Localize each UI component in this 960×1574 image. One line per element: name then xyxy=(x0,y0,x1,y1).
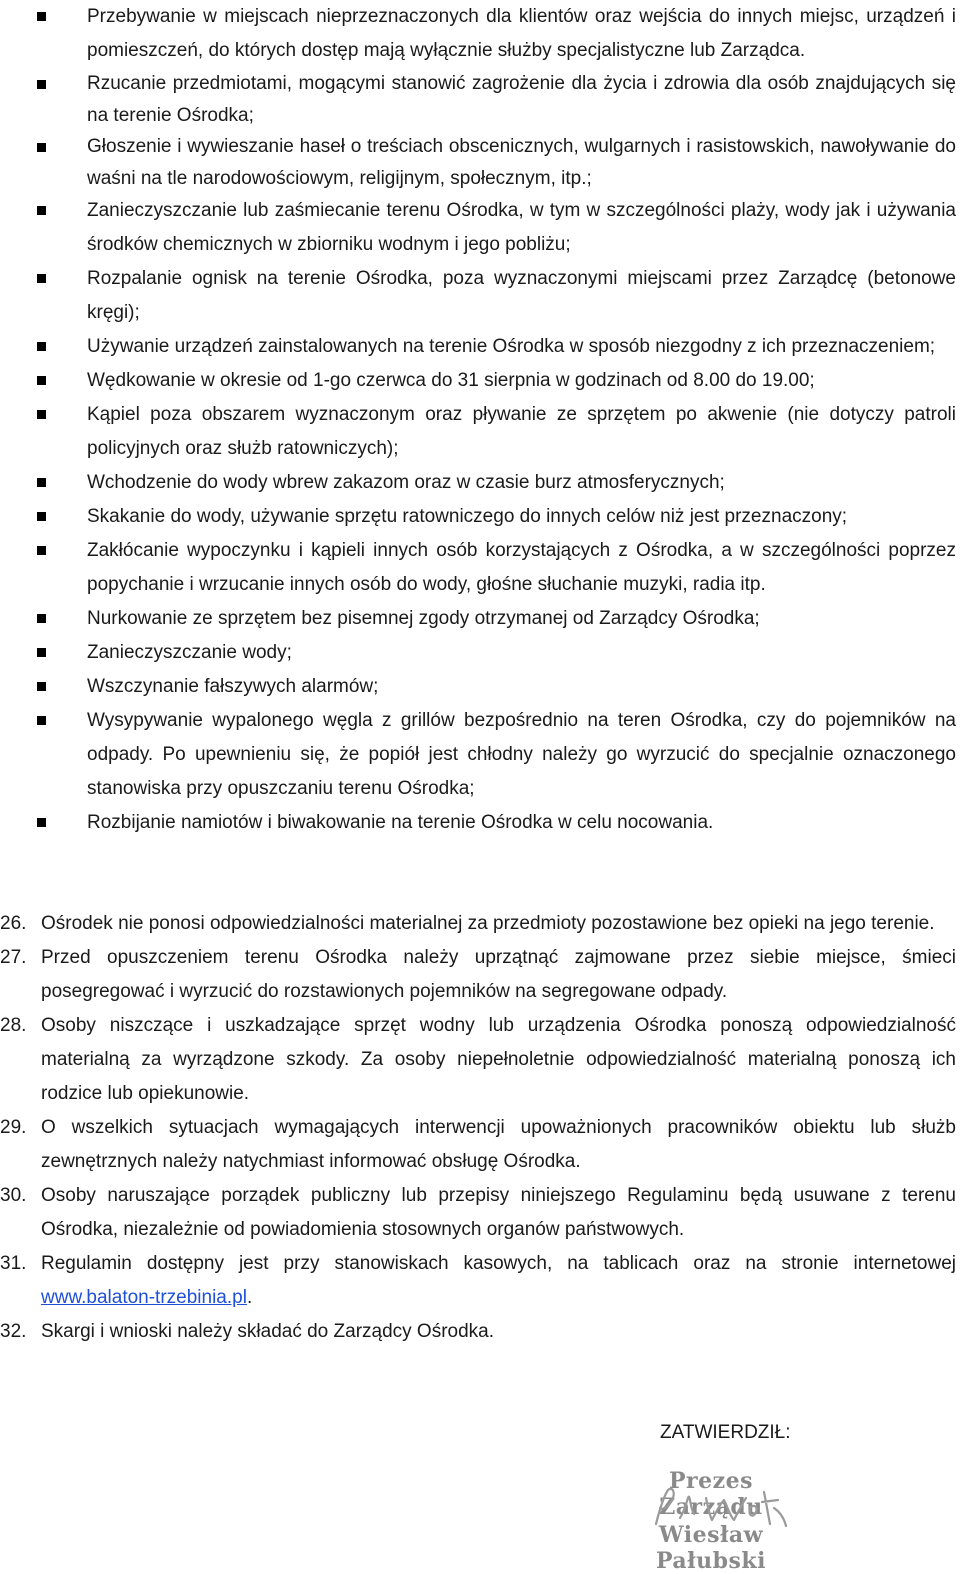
list-item-text: Nurkowanie ze sprzętem bez pisemnej zgody otrzymanej od Zarządcy Ośrodka; xyxy=(87,608,760,629)
regulations-numbered-list xyxy=(0,907,960,1349)
list-item xyxy=(0,0,960,68)
square-bullet-icon xyxy=(37,376,46,385)
official-stamp xyxy=(616,1468,806,1574)
list-item-text: Zanieczyszczanie wody; xyxy=(87,642,292,663)
list-item-text: Zanieczyszczanie lub zaśmiecanie terenu Ośrodka, w tym w szczególności plaży, wody jak i używania środków chemicznych w zbiorniku wodnym i jego pobliżu; xyxy=(87,200,956,255)
list-item xyxy=(0,806,960,840)
list-item-text: Używanie urządzeń zainstalowanych na terenie Ośrodka w sposób niezgodny z ich przeznaczeniem; xyxy=(87,336,936,357)
list-item xyxy=(0,466,960,500)
item-number: 28. xyxy=(0,1015,27,1036)
list-item-text: Rozbijanie namiotów i biwakowanie na terenie Ośrodka w celu nocowania. xyxy=(87,812,714,833)
list-item-text: Kąpiel poza obszarem wyznaczonym oraz pływanie ze sprzętem po akwenie (nie dotyczy patroli policyjnych oraz służb ratowniczych); xyxy=(87,404,956,459)
list-item-text: Skakanie do wody, używanie sprzętu ratowniczego do innych celów niż jest przeznaczony; xyxy=(87,506,848,527)
approval-label: ZATWIERDZIŁ: xyxy=(660,1422,791,1443)
square-bullet-icon xyxy=(37,274,46,283)
item-number: 26. xyxy=(0,913,27,934)
stamp-title: Prezes Zarządu xyxy=(659,1468,763,1520)
numbered-item-text: O wszelkich sytuacjach wymagających interwencji upoważnionych pracowników obiektu lub służb zewnętrznych należy natychmiast informować obsługę Ośrodka. xyxy=(41,1117,956,1172)
list-item xyxy=(0,68,960,131)
numbered-item xyxy=(0,941,960,1009)
list-item xyxy=(0,500,960,534)
numbered-item xyxy=(0,1111,960,1179)
square-bullet-icon xyxy=(37,716,46,725)
square-bullet-icon xyxy=(37,512,46,521)
square-bullet-icon xyxy=(37,818,46,827)
website-link[interactable]: www.balaton-trzebinia.pl xyxy=(41,1287,247,1308)
square-bullet-icon xyxy=(37,342,46,351)
square-bullet-icon xyxy=(37,143,46,152)
square-bullet-icon xyxy=(37,206,46,215)
numbered-item-text: Ośrodek nie ponosi odpowiedzialności materialnej za przedmioty pozostawione bez opieki na jego terenie. xyxy=(41,913,935,934)
numbered-item-text: Osoby naruszające porządek publiczny lub przepisy niniejszego Regulaminu będą usuwane z terenu Ośrodka, niezależnie od powiadomienia stosownych organów państwowych. xyxy=(41,1185,956,1240)
list-item xyxy=(0,636,960,670)
list-item-text: Wędkowanie w okresie od 1-go czerwca do 31 sierpnia w godzinach od 8.00 do 19.00; xyxy=(87,370,815,391)
list-item-text: Wchodzenie do wody wbrew zakazom oraz w czasie burz atmosferycznych; xyxy=(87,472,725,493)
numbered-item-text: Skargi i wnioski należy składać do Zarządcy Ośrodka. xyxy=(41,1321,495,1342)
item-number: 27. xyxy=(0,947,27,968)
list-item-text: Głoszenie i wywieszanie haseł o treściach obscenicznych, wulgarnych i rasistowskich, nawoływanie do waśni na tle narodowościowym, religijnym, społecznym, itp.; xyxy=(87,136,956,189)
square-bullet-icon xyxy=(37,546,46,555)
numbered-item-text-end: . xyxy=(246,1287,253,1308)
numbered-item-text: Przed opuszczeniem terenu Ośrodka należy uprzątnąć zajmowane przez siebie miejsce, śmieci posegregować i wyrzucić do rozstawionych pojemników na segregowane odpady. xyxy=(41,947,956,1002)
square-bullet-icon xyxy=(37,648,46,657)
item-number: 31. xyxy=(0,1253,27,1274)
item-number: 29. xyxy=(0,1117,27,1138)
numbered-item xyxy=(0,1247,960,1315)
list-item xyxy=(0,670,960,704)
list-item xyxy=(0,194,960,262)
numbered-item xyxy=(0,907,960,941)
list-item xyxy=(0,262,960,330)
square-bullet-icon xyxy=(37,614,46,623)
item-number: 30. xyxy=(0,1185,27,1206)
list-item xyxy=(0,364,960,398)
square-bullet-icon xyxy=(37,682,46,691)
list-item xyxy=(0,704,960,806)
list-item-text: Rozpalanie ognisk na terenie Ośrodka, poza wyznaczonymi miejscami przez Zarządcę (betonowe kręgi); xyxy=(87,268,956,323)
list-item xyxy=(0,330,960,364)
numbered-item-text: Osoby niszczące i uszkadzające sprzęt wodny lub urządzenia Ośrodka ponoszą odpowiedzialność materialną za wyrządzone szkody. Za osoby niepełnoletnie odpowiedzialność materialną ponoszą ich rodzice lub opiekunowie. xyxy=(41,1015,956,1104)
numbered-item-text: Regulamin dostępny jest przy stanowiskach kasowych, na tablicach oraz na stronie internetowej xyxy=(41,1253,956,1274)
list-item xyxy=(0,131,960,194)
list-item-text: Rzucanie przedmiotami, mogącymi stanowić zagrożenie dla życia i zdrowia dla osób znajdujących się na terenie Ośrodka; xyxy=(87,73,956,126)
list-item-text: Wszczynanie fałszywych alarmów; xyxy=(87,676,379,697)
square-bullet-icon xyxy=(37,12,46,21)
stamp-name: Wiesław Pałubski xyxy=(655,1522,767,1574)
list-item xyxy=(0,398,960,466)
numbered-item xyxy=(0,1009,960,1111)
square-bullet-icon xyxy=(37,80,46,89)
list-item-text: Wysypywanie wypalonego węgla z grillów bezpośrednio na teren Ośrodka, czy do pojemników na odpady. Po upewnieniu się, że popiół jest chłodny należy go wyrzucić do specjalnie oznaczonego stanowiska przy opuszczaniu terenu Ośrodka; xyxy=(87,710,956,799)
list-item-text: Zakłócanie wypoczynku i kąpieli innych osób korzystających z Ośrodka, a w szczególności poprzez popychanie i wrzucanie innych osób do wody, głośne słuchanie muzyki, radia itp. xyxy=(87,540,956,595)
numbered-item xyxy=(0,1315,960,1349)
list-item xyxy=(0,534,960,602)
square-bullet-icon xyxy=(37,478,46,487)
square-bullet-icon xyxy=(37,410,46,419)
numbered-item xyxy=(0,1179,960,1247)
list-item xyxy=(0,602,960,636)
item-number: 32. xyxy=(0,1321,27,1342)
list-item-text: Przebywanie w miejscach nieprzeznaczonych dla klientów oraz wejścia do innych miejsc, urządzeń i pomieszczeń, do których dostęp mają wyłącznie służby specjalistyczne lub Zarządca. xyxy=(87,6,956,61)
